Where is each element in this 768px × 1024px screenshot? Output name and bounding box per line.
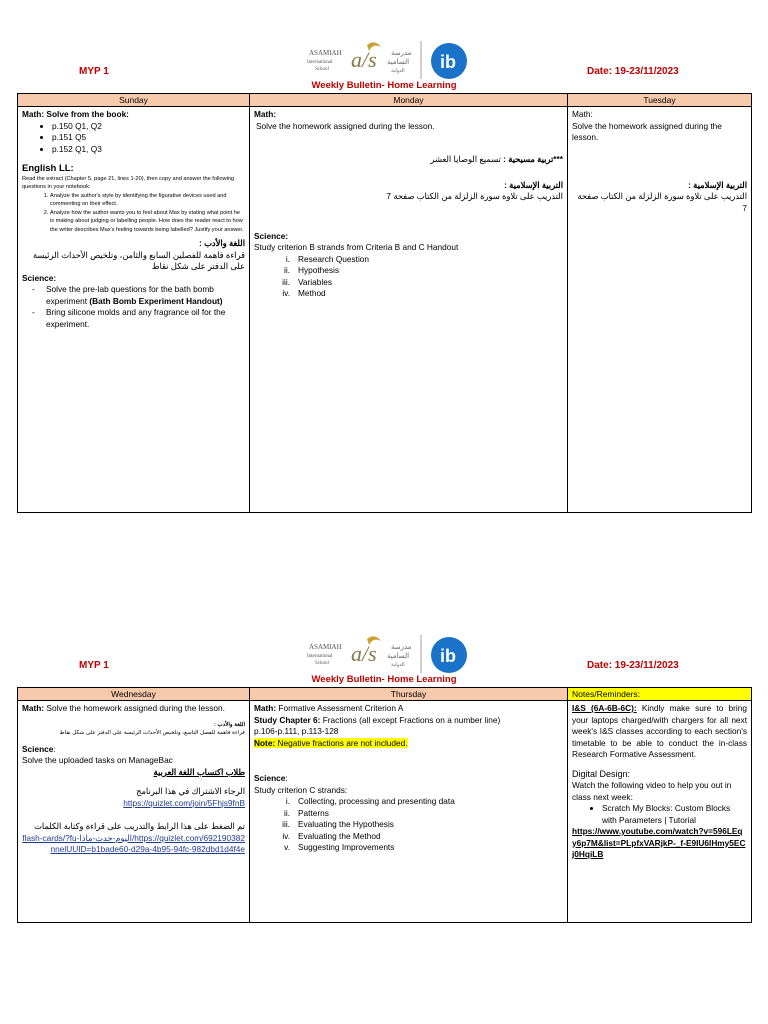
svg-text:السامية: السامية <box>387 652 410 660</box>
svg-text:مدرسة: مدرسة <box>391 643 412 651</box>
monday-islamic-text: التدريب على تلاوة سورة الزلزلة من الكتاب صفحة 7 <box>386 191 563 201</box>
quizlet-flashcards-link[interactable]: https://quizlet.com/692190382/اليوم-حدث-ماذا-flash-cards/?funnelUUID=b1bade60-d29a-4b95-94fc-982dbd1d4f4e <box>22 832 245 854</box>
col-header-tuesday: Tuesday <box>568 94 752 107</box>
tuesday-islamic-heading: التربية الإسلامية : <box>688 179 747 190</box>
tuesday-cell <box>568 107 752 513</box>
thursday-cell <box>250 701 568 923</box>
thursday-pages: p.106-p.111, p.113-128 <box>254 726 339 736</box>
date-label: Date: 19-23/11/2023 <box>587 66 679 77</box>
monday-math-text: Solve the homework assigned during the lesson. <box>256 120 435 131</box>
thursday-study: Study Chapter 6: Fractions (all except Fractions on a number line) <box>254 714 501 725</box>
svg-text:ib: ib <box>440 646 456 666</box>
monday-science-text: Study criterion B strands from Criteria B and C Handout <box>254 242 459 252</box>
list-item: iv. Evaluating the Method <box>282 830 381 841</box>
svg-text:International: International <box>307 654 333 659</box>
monday-science-heading: Science: <box>254 230 289 241</box>
list-item: v. Suggesting Improvements <box>284 842 395 852</box>
wednesday-math: Math: Solve the homework assigned during the lesson. <box>22 703 225 713</box>
list-item: ii. Patterns <box>284 807 329 818</box>
wednesday-quizlet2-intro: تم الضغط على هذا الرابط والتدريب على قراءة وكتابة الكلمات <box>34 821 245 831</box>
bulletin-title: Weekly Bulletin- Home Learning <box>311 80 457 91</box>
svg-text:School: School <box>315 661 329 666</box>
list-item: 2. Analyze how the author wants you to feel about Max by stating what point he is making about judging or labelling people. How does the reader react to how the writer describes Max's feeling towards being labelled? Justify your answer. <box>50 209 245 235</box>
bulletin-title: Weekly Bulletin- Home Learning <box>311 674 457 685</box>
col-header-sunday: Sunday <box>18 94 250 107</box>
sunday-science-heading: Science: <box>22 272 57 283</box>
youtube-video-link[interactable]: https://www.youtube.com/watch?v=596LEqy6p7M&list=PLpfxVARjkP-_f-E9IU6lHmy5ECj0HqiLB <box>572 826 746 859</box>
list-item: - Bring silicone molds and any fragrance oil for the experiment. <box>32 307 245 330</box>
list-item: • Scratch My Blocks: Custom Blocks with Parameters | Tutorial <box>602 803 747 826</box>
grade-label: MYP 1 <box>79 660 109 671</box>
list-item: 1. Analyze the author's style by identifying the figurative devices used and commenting on their effect. <box>50 192 245 209</box>
bulletin-page-2 <box>17 594 751 859</box>
grade-label: MYP 1 <box>79 66 109 77</box>
list-item: i. Collecting, processing and presenting data <box>285 796 455 806</box>
notes-cell <box>568 701 752 923</box>
svg-text:International: International <box>307 60 333 65</box>
sunday-math-list <box>22 121 245 156</box>
wednesday-quizlet-intro: الرجاء الاشتراك في هذا البرنامج <box>136 786 245 796</box>
sunday-english-list <box>22 192 245 235</box>
school-logo <box>307 37 477 83</box>
tuesday-islamic-text: التدريب على تلاوة سورة الزلزلة من الكتاب صفحة 7 <box>577 191 747 213</box>
tuesday-math-text: Solve the homework assigned during the lesson. <box>572 120 722 142</box>
thursday-science-list <box>254 796 563 854</box>
sunday-cell <box>18 107 250 513</box>
sunday-english-intro: Read the extract (Chapter 5, page 21, lines 1-20), then copy and answer the following questions in your notebook: <box>22 175 235 190</box>
svg-text:مدرسة: مدرسة <box>391 49 412 57</box>
wednesday-science-text: Solve the uploaded tasks on ManageBac <box>22 755 173 765</box>
svg-text:a/s: a/s <box>351 47 377 72</box>
tuesday-math-heading: Math: <box>572 109 593 119</box>
sunday-english-heading: English LL: <box>22 163 74 174</box>
wednesday-arabic-heading: اللغة والأدب : <box>214 721 245 728</box>
bulletin-header <box>17 0 751 94</box>
thursday-note: Note: Negative fractions are not included. <box>254 737 408 748</box>
schedule-table-1 <box>17 93 752 513</box>
thursday-science-heading: Science: <box>254 773 288 783</box>
list-item: iv. Method <box>282 288 326 298</box>
monday-cell <box>250 107 568 513</box>
col-header-wednesday: Wednesday <box>18 688 250 701</box>
svg-text:الدولية: الدولية <box>391 662 405 668</box>
list-item: ii. Hypothesis <box>284 265 340 275</box>
wednesday-arabic-text: قراءة فاهمة للفصل التاسع، وتلخيص الأحداث الرئيسة على الدفتر على شكل نقاط <box>59 730 245 736</box>
thursday-science-text: Study criterion C strands: <box>254 784 348 795</box>
svg-text:ib: ib <box>440 52 456 72</box>
monday-islamic-heading: التربية الإسلامية : <box>504 179 563 190</box>
monday-math-heading: Math: <box>254 109 277 119</box>
list-item: - Solve the pre-lab questions for the bath bomb experiment (Bath Bomb Experiment Handout) <box>32 284 245 307</box>
wednesday-cell <box>18 701 250 923</box>
sunday-science-list <box>22 284 245 330</box>
list-item: • p.152 Q1, Q3 <box>52 144 245 156</box>
svg-text:السامية: السامية <box>387 58 410 66</box>
notes-dd-list <box>572 803 747 826</box>
svg-text:ASAMIAH: ASAMIAH <box>309 643 342 651</box>
svg-text:School: School <box>315 67 329 72</box>
svg-text:a/s: a/s <box>351 641 377 666</box>
sunday-arabic-heading: اللغة والأدب : <box>199 238 245 248</box>
list-item: i. Research Question <box>285 253 370 264</box>
col-header-monday: Monday <box>250 94 568 107</box>
schedule-table-2 <box>17 687 752 923</box>
list-item: • p.151 Q5 <box>52 132 245 144</box>
col-header-thursday: Thursday <box>250 688 568 701</box>
notes-is: I&S (6A-6B-6C): Kindly make sure to bring your laptops charged/with chargers for all next week's I&S classes according to each section's timetable to be able to conduct the in-class Research Formative Assessment. <box>572 703 747 759</box>
monday-science-list <box>254 254 563 300</box>
svg-text:الدولية: الدولية <box>391 68 405 74</box>
thursday-math: Math: Formative Assessment Criterion A <box>254 703 404 713</box>
monday-christian: ***تربية مسيحية : تسميع الوصايا العشر <box>430 154 563 164</box>
quizlet-join-link[interactable]: https://quizlet.com/join/5Fhjs9fnB <box>123 797 245 808</box>
wednesday-arabic-learners-heading: طلاب اكتساب اللغة العربية <box>153 766 245 777</box>
list-item: • p.150 Q1, Q2 <box>52 121 245 133</box>
list-item: iii. Evaluating the Hypothesis <box>282 819 394 829</box>
bulletin-page-1 <box>17 0 751 329</box>
bulletin-header <box>17 594 751 688</box>
school-logo <box>307 631 477 677</box>
list-item: iii. Variables <box>282 276 332 287</box>
date-label: Date: 19-23/11/2023 <box>587 660 679 671</box>
notes-dd-text: Watch the following video to help you out in class next week: <box>572 780 732 802</box>
sunday-arabic-text: قراءة فاهمة للفصلين السابع والثامن، وتلخيص الأحداث الرئيسة على الدفتر على شكل نقاط <box>32 249 245 271</box>
svg-text:ASAMIAH: ASAMIAH <box>309 49 342 57</box>
notes-dd-heading: Digital Design: <box>572 768 631 779</box>
sunday-math-heading: Math: Solve from the book: <box>22 109 129 119</box>
col-header-notes: Notes/Reminders: <box>568 688 752 701</box>
wednesday-science-heading: Science: <box>22 743 56 754</box>
